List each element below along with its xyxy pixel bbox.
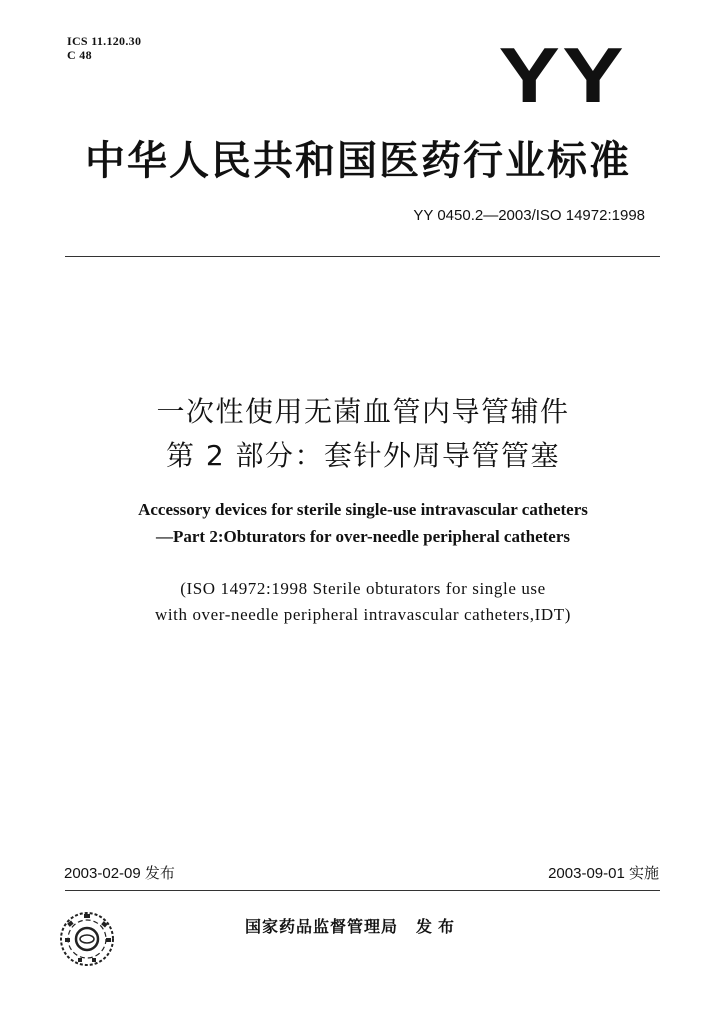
org-title: 中华人民共和国医药行业标准 [85, 138, 631, 184]
ics-code: ICS 11.120.30 [67, 34, 142, 48]
en-title-line1: Accessory devices for sterile single-use intravascular catheters [138, 500, 588, 519]
bottom-divider [65, 890, 660, 891]
standard-mark: YY [498, 31, 626, 119]
issue-date: 2003-02-09 发布 [64, 865, 175, 882]
ccs-code: C 48 [67, 48, 92, 62]
publisher-name: 国家药品监督管理局 [245, 917, 399, 936]
cn-title-line1: 一次性使用无菌血管内导管辅件 [156, 395, 570, 428]
publish-action: 发布 [416, 917, 461, 936]
effective-date: 2003-09-01 实施 [548, 865, 659, 882]
classification-codes [67, 34, 141, 62]
en-title-line2: —Part 2:Obturators for over-needle peripheral catheters [155, 527, 571, 546]
top-divider [65, 256, 660, 257]
publisher-line [245, 916, 460, 938]
standard-number: YY 0450.2—2003/ISO 14972:1998 [413, 207, 645, 224]
publisher-seal-icon [58, 910, 116, 968]
iso-reference-line1: (ISO 14972:1998 Sterile obturators for single use [180, 579, 546, 598]
cn-title-line2: 第 2 部分：套针外周导管管塞 [165, 439, 561, 472]
iso-reference-line2: with over-needle peripheral intravascular catheters,IDT) [154, 605, 572, 624]
